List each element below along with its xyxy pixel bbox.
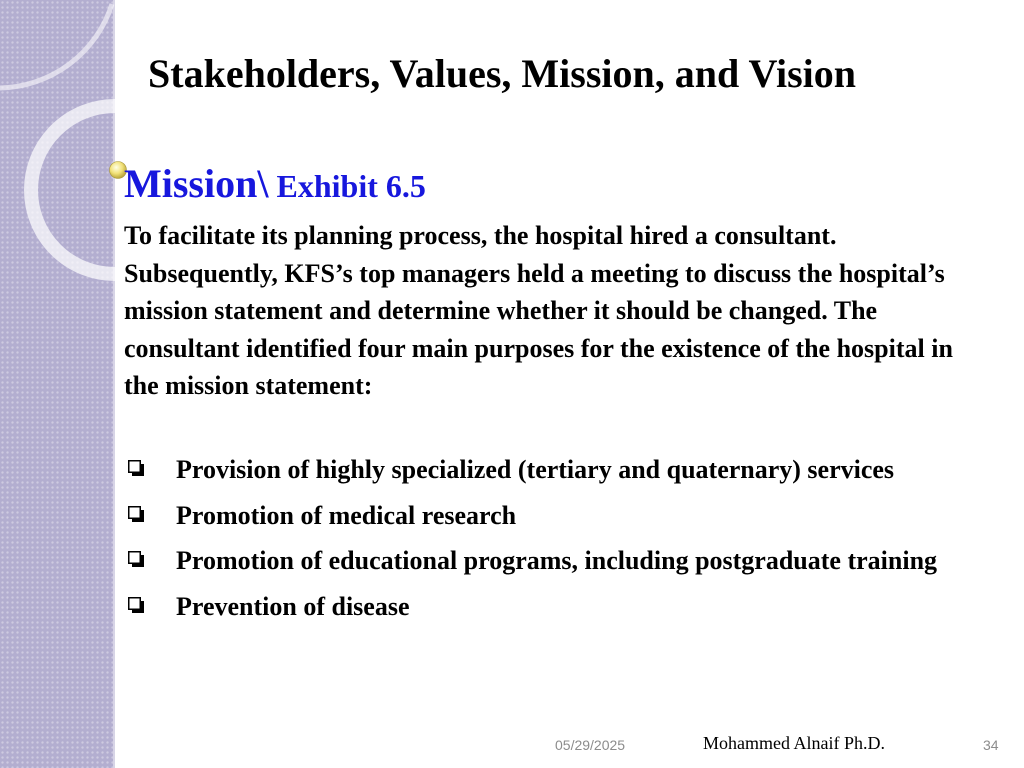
list-item <box>124 497 994 535</box>
footer-page-number: 34 <box>983 737 999 753</box>
hollow-square-bullet-icon <box>128 506 144 522</box>
hollow-square-bullet-icon <box>128 460 144 476</box>
bullet-list <box>124 451 994 633</box>
hollow-square-bullet-icon <box>128 551 144 567</box>
list-item <box>124 542 994 580</box>
bullet-text: Prevention of disease <box>176 591 410 621</box>
heading-exhibit: Exhibit 6.5 <box>268 168 426 204</box>
hollow-square-bullet-icon <box>128 597 144 613</box>
footer-author: Mohammed Alnaif Ph.D. <box>703 733 885 753</box>
heading-mission: Mission\ <box>124 161 269 206</box>
list-item <box>124 451 994 489</box>
bullet-text: Promotion of educational programs, including postgraduate training <box>176 546 938 575</box>
slide-title: Stakeholders, Values, Mission, and Vision <box>148 51 856 96</box>
list-item <box>124 588 994 626</box>
footer-date: 05/29/2025 <box>555 737 626 753</box>
section-heading <box>124 160 426 207</box>
bullet-text: Promotion of medical research <box>176 500 517 530</box>
intro-paragraph: To facilitate its planning process, the hospital hired a consultant. Subsequently, KFS’s top managers held a meeting to discuss the hospital’s mission statement and determine whether it should be changed. The consultant identified four main purposes for the existence of the hospital in the mission statement: <box>124 221 953 400</box>
bullet-text: Provision of highly specialized (tertiary and quaternary) services <box>176 455 895 484</box>
